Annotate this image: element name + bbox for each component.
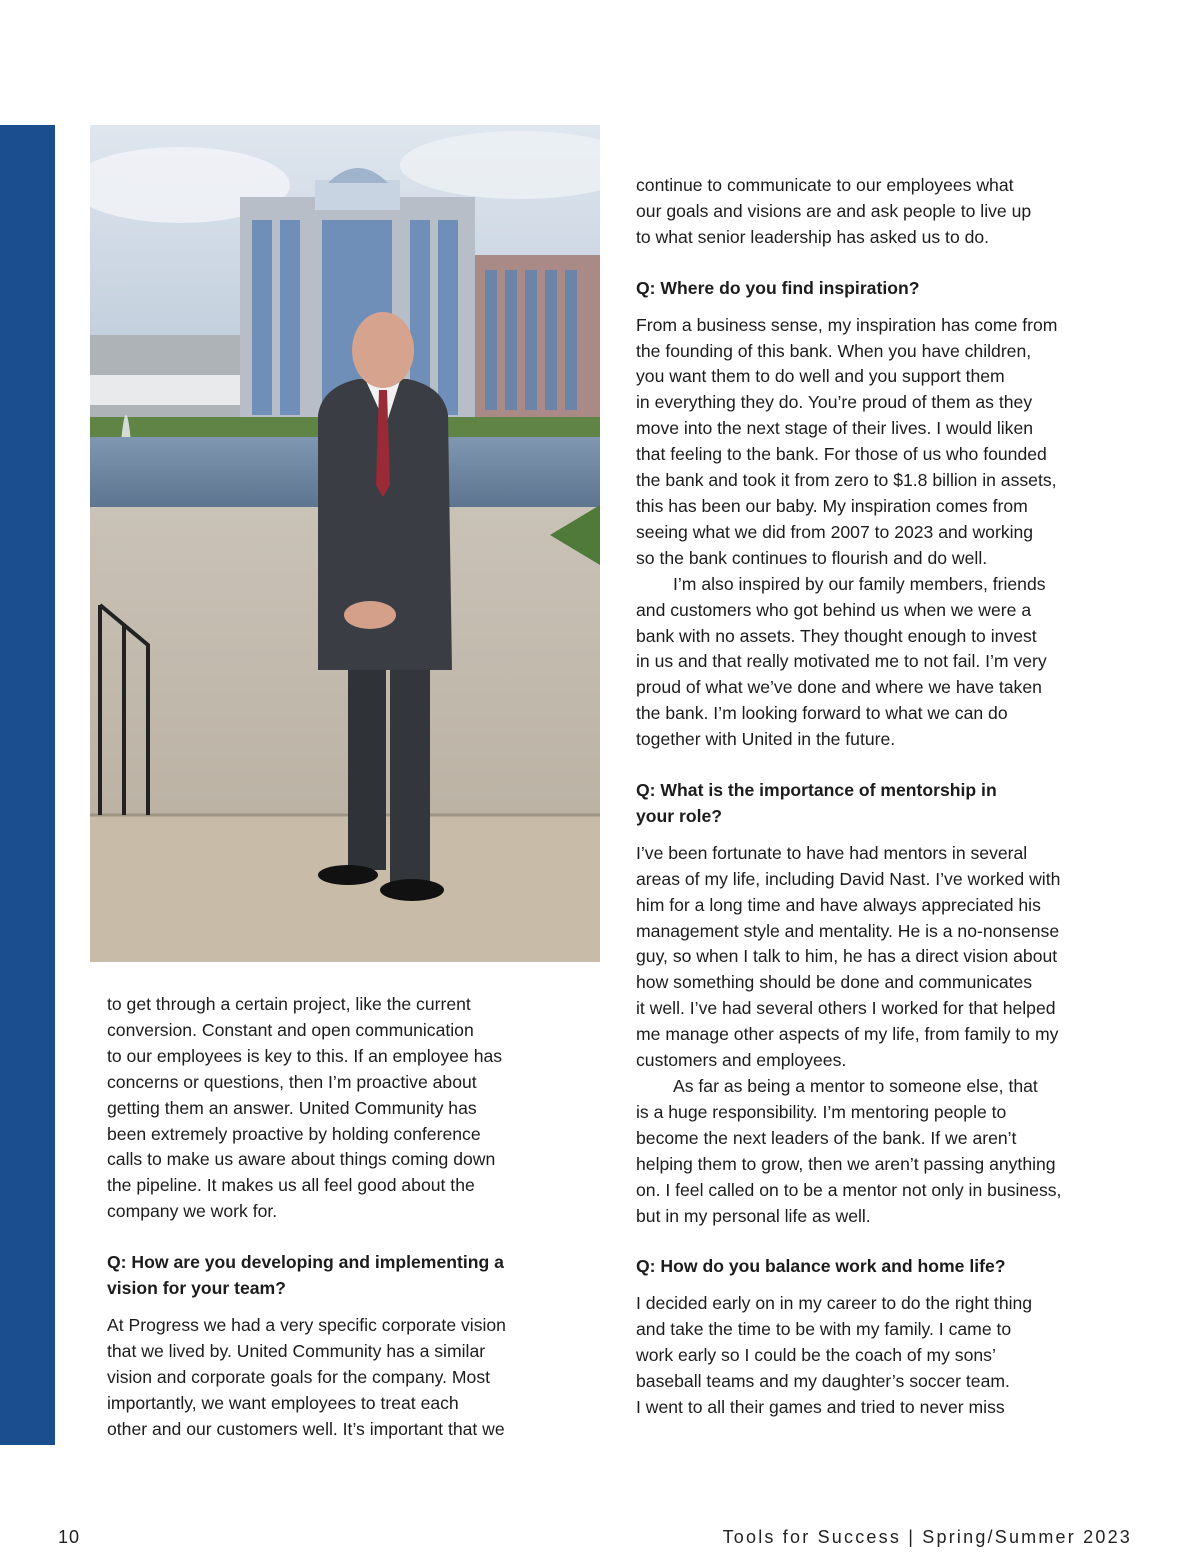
question-line: your role? bbox=[636, 805, 723, 826]
accent-bar bbox=[0, 125, 55, 1445]
text-line: been extremely proactive by holding conference bbox=[107, 1123, 481, 1144]
text-line: to what senior leadership has asked us to do. bbox=[636, 226, 990, 247]
text-line: vision and corporate goals for the company. Most bbox=[107, 1366, 491, 1387]
text-line: conversion. Constant and open communication bbox=[107, 1019, 474, 1040]
text-line: that feeling to the bank. For those of us who founded bbox=[636, 444, 1047, 465]
text-line: me manage other aspects of my life, from family to my bbox=[636, 1024, 1059, 1045]
text-line: the founding of this bank. When you have children, bbox=[636, 340, 1032, 361]
text-line: in us and that really motivated me to not fail. I’m very bbox=[636, 651, 1047, 672]
text-line: to our employees is key to this. If an employee has bbox=[107, 1045, 503, 1066]
text-line: other and our customers well. It’s important that we bbox=[107, 1418, 505, 1439]
text-line: so the bank continues to flourish and do well. bbox=[636, 547, 988, 568]
continue-paragraph bbox=[636, 173, 1116, 251]
text-line: on. I feel called on to be a mentor not only in business, bbox=[636, 1179, 1062, 1200]
inspiration-paragraph-1 bbox=[636, 313, 1116, 572]
text-line: I’ve been fortunate to have had mentors in several bbox=[636, 842, 1028, 863]
text-line: in everything they do. You’re proud of them as they bbox=[636, 392, 1033, 413]
text-line: proud of what we’ve done and where we have taken bbox=[636, 677, 1042, 698]
text-line: how something should be done and communicates bbox=[636, 972, 1033, 993]
text-line: getting them an answer. United Community has bbox=[107, 1097, 477, 1118]
text-line: and customers who got behind us when we were a bbox=[636, 599, 1032, 620]
left-text-column bbox=[107, 992, 577, 1443]
text-line: helping them to grow, then we aren’t passing anything bbox=[636, 1153, 1056, 1174]
text-line: move into the next stage of their lives. I would liken bbox=[636, 418, 1034, 439]
text-line: I went to all their games and tried to never miss bbox=[636, 1396, 1005, 1417]
text-line: bank with no assets. They thought enough to invest bbox=[636, 625, 1037, 646]
text-line: importantly, we want employees to treat each bbox=[107, 1392, 459, 1413]
question-line: Q: Where do you find inspiration? bbox=[636, 277, 920, 298]
question-line: Q: What is the importance of mentorship in bbox=[636, 780, 997, 801]
text-line: work early so I could be the coach of my sons’ bbox=[636, 1345, 996, 1366]
text-line: the pipeline. It makes us all feel good about the bbox=[107, 1175, 475, 1196]
text-line: you want them to do well and you support them bbox=[636, 366, 1005, 387]
text-line: our goals and visions are and ask people to live up bbox=[636, 200, 1032, 221]
text-line: As far as being a mentor to someone else, that bbox=[673, 1076, 1038, 1096]
text-line: customers and employees. bbox=[636, 1050, 847, 1071]
text-line: it well. I’ve had several others I worked for that helped bbox=[636, 998, 1056, 1019]
mentorship-paragraph-2 bbox=[636, 1074, 1116, 1229]
question-vision bbox=[107, 1250, 577, 1302]
vision-paragraph bbox=[107, 1313, 577, 1443]
text-line: that we lived by. United Community has a similar bbox=[107, 1340, 486, 1361]
question-inspiration bbox=[636, 276, 1116, 302]
text-line: From a business sense, my inspiration has come from bbox=[636, 314, 1058, 335]
text-line: the bank. I’m looking forward to what we can do bbox=[636, 703, 1008, 724]
balance-paragraph bbox=[636, 1291, 1116, 1421]
text-line: but in my personal life as well. bbox=[636, 1205, 871, 1226]
text-line: concerns or questions, then I’m proactive about bbox=[107, 1071, 477, 1092]
mentorship-paragraph-1 bbox=[636, 841, 1116, 1074]
text-line: I decided early on in my career to do the right thing bbox=[636, 1293, 1033, 1314]
text-line: seeing what we did from 2007 to 2023 and working bbox=[636, 521, 1034, 542]
text-line: become the next leaders of the bank. If we aren’t bbox=[636, 1127, 1017, 1148]
text-line: is a huge responsibility. I’m mentoring people to bbox=[636, 1101, 1007, 1122]
question-mentorship bbox=[636, 778, 1116, 830]
text-line: At Progress we had a very specific corporate vision bbox=[107, 1314, 506, 1335]
portrait-photo bbox=[90, 125, 600, 962]
text-line: management style and mentality. He is a no-nonsense bbox=[636, 920, 1060, 941]
intro-paragraph bbox=[107, 992, 577, 1225]
question-balance bbox=[636, 1254, 1116, 1280]
text-line: calls to make us aware about things coming down bbox=[107, 1149, 496, 1170]
text-line: company we work for. bbox=[107, 1201, 278, 1222]
text-line: and take the time to be with my family. I came to bbox=[636, 1319, 1012, 1340]
inspiration-paragraph-2 bbox=[636, 572, 1116, 753]
text-line: areas of my life, including David Nast. I’ve worked with bbox=[636, 868, 1061, 889]
text-line: to get through a certain project, like the current bbox=[107, 994, 471, 1014]
running-head: Tools for Success | Spring/Summer 2023 bbox=[722, 1527, 1132, 1547]
text-line: this has been our baby. My inspiration comes from bbox=[636, 495, 1028, 516]
text-line: him for a long time and have always appreciated his bbox=[636, 894, 1041, 915]
right-text-column bbox=[636, 173, 1116, 1421]
question-line: Q: How are you developing and implementing a bbox=[107, 1252, 504, 1273]
question-line: Q: How do you balance work and home life? bbox=[636, 1256, 1006, 1277]
page-number: 10 bbox=[58, 1527, 81, 1547]
question-line: vision for your team? bbox=[107, 1278, 286, 1299]
text-line: the bank and took it from zero to $1.8 billion in assets, bbox=[636, 470, 1057, 491]
text-line: guy, so when I talk to him, he has a direct vision about bbox=[636, 946, 1058, 967]
text-line: I’m also inspired by our family members, friends bbox=[673, 573, 1046, 594]
text-line: together with United in the future. bbox=[636, 729, 896, 750]
text-line: baseball teams and my daughter’s soccer team. bbox=[636, 1371, 1010, 1392]
text-line: continue to communicate to our employees what bbox=[636, 175, 1014, 195]
